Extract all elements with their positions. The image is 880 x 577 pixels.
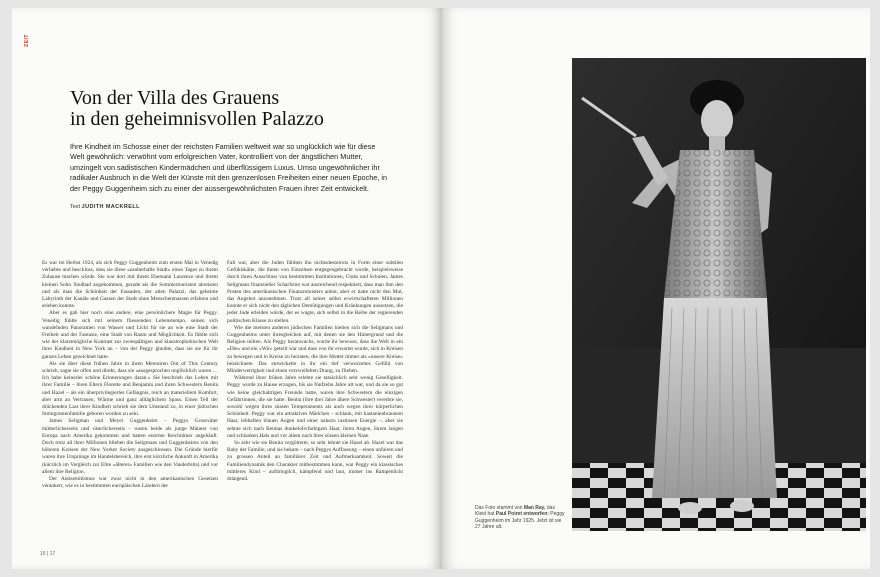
body-column-2: [227, 260, 403, 483]
byline: [70, 204, 140, 210]
caption-mid: das Kleid hat: [475, 505, 555, 518]
paragraph: Der Antisemitismus war zwar nicht in den amerikanischen Gesetzen verankert, wie es in bestimmten europäischen Ländern der: [42, 476, 218, 490]
byline-author: JUDITH MACKRELL: [81, 204, 140, 210]
right-page: [442, 8, 870, 569]
paragraph: Als sie über diese frühen Jahre in ihren Memoiren Out of This Century schrieb, sagte sie offen und direkt, dass sie «ausgesprochen unglücklich waren … Ich habe keinerlei schöne Erinnerungen daran.» Sie beschrieb das Leben mit ihrer Familie – ihren Eltern Florette und Benjamin und ihren Schwestern Benita und Hazel – als ein überprivilegiertes Gefängnis, reich an materiellem Komfort, aber arm an Vertrauen, Wärme und ganz alltäglichem Spass. Einen Teil der drückenden Last ihrer Kindheit schrieb sie dem Umstand zu, in einer jüdischen Immigrantenfamilie geboren worden zu sein.: [42, 360, 218, 418]
paragraph: So sehr wie sie Benita vergötterte, so sehr lehnte sie Hazel ab. Hazel war das Baby der Familie, und sie bekam – nach Peggys Auffassung – einen unfairen und zu grossen Anteil an familiärer Zeit und Aufmerksamkeit. Soweit die Familiendynamik den Charakter mitbestimmen kann, war Peggy ein klassisches mittleres Kind – aufdringlich, kämpfend und laut, immer ins Rampenlicht drängend.: [227, 440, 403, 483]
left-page: [12, 8, 442, 569]
caption-post: Peggy Guggenheim im Jahr 1925. Jetzt ist sie 27 Jahre alt.: [475, 511, 565, 531]
body-column-1: [42, 260, 218, 491]
section-tag: ZEIT: [24, 34, 30, 47]
paragraph: Fall war, aber die Juden fühlten ihn nichtsdestotrotz in Form einer subtilen Gefühlskälte, die ihnen von Einzelnen entgegengebracht wurde, beispielsweise durch ihren Ausschluss von bestimmten Institutionen, Clubs und Schulen. James Seligmans finanzieller Scharfsinn war ausreichend respektiert, dass man ihm den Posten des amerikanischen Finanzministers anbot, aber er hatte nicht den Mut, das Angebot anzunehmen. Trotz all seiner selbst erwirtschafteten Millionen konnte er sich nicht den täglichen Demütigungen und Kränkungen aussetzen, die jeder Jude erleiden würde, der es wagte, sich selbst in die Reihe der regierenden politischen Klasse zu stellen.: [227, 260, 403, 324]
paragraph: Während ihrer frühen Jahre erlebte sie tatsächlich sehr wenig Geselligkeit. Peggy wurde zu Hause erzogen, bis sie fünfzehn Jahre alt war, und da sie so gut wie keine gleichaltrigen Freunde hatte, waren ihre Schwestern die einzigen Gefährtinnen, die sie hatte. Benita (ihre drei Jahre ältere Schwester) vererbte sie, sowohl wegen ihres süssen Temperaments als auch wegen ihrer körperlichen Schönheit. Peggy war ein attraktives Mädchen – schlank, mit kastanienbraunem Haar, lebhaften blauen Augen und einer nahezu rastlosen Energie –, aber sie sehnte sich nach Benitas dunkelolivfarbigem Haar, ihren Augen, ihrem langen und schlanken Hals und vor allem nach ihrer süssen kleinen Nase.: [227, 375, 403, 439]
title-line: in den geheimnisvollen Palazzo: [70, 108, 324, 130]
photo-caption: [475, 505, 565, 531]
portrait-photo: [572, 58, 866, 531]
article-lead: Ihre Kindheit im Schosse einer der reichsten Familien weltweit war so unglücklich wie für diese Welt gewöhnlich: verwöhnt vom erfolgreichen Vater, kontrolliert von der ängstlichen Mutter, umzingelt von sadistischen Kindermädchen und überflüssigem Luxus. Umso ungewöhnlicher ihr radikaler Ausbruch in die Welt der Künste mit den grenzenlosen Freiheiten einer neuen Epoche, in der Peggy Guggenheim sich zu einer der aussergewöhnlichsten Frauen ihrer Zeit entwickelt.: [70, 142, 388, 193]
page-numbers: 16 | 17: [40, 551, 56, 557]
caption-designer: Paul Poiret entworfen:: [495, 511, 549, 518]
paragraph: Wie die meisten anderen jüdischen Familien hielten sich die Seligmans und Guggenheims unter ihresgleichen auf, mit denen sie den Hintergrund und die Religion teilten. Als Peggy heranwuchs, wurde ihr bewusst, dass die Welt in ein «Die» und ein «Wir» geteilt war und dass von ihr erwartet wurde, sich in Kreisen zu bewegen und in Kreise zu heiraten, die ihre Mutter immer als «unsere Kreise» bezeichnete. Das entwickelte in ihr ein tief verwurzeltes Gefühl von Minderwertigkeit und einen verzweifelten Drang, zu fliehen.: [227, 324, 403, 375]
paragraph: James Seligman und Meyer Guggenheim – Peggys Grossväter mütterlicherseits und väterlicherseits – waren beide als junge Männer von Europa nach Amerika gekommen und hatten enorme Reichtümer angehäuft. Doch trotz all ihrer Millionen blieben die Seligmans und Guggenheims von den höheren Kreisen der New Yorker Society ausgeschlossen. Die Gründe hierfür waren ihre Ursprünge im Handelsbereich, ihre erst kürzliche Ankunft in Amerika (kürzlich im Vergleich zur Elite «älterer» Familien wie den Vanderbilts) und vor allem ihre Religion.: [42, 418, 218, 475]
byline-prefix: Text: [70, 204, 81, 210]
title-line: Von der Villa des Grauens: [70, 87, 280, 109]
paragraph: Es war im Herbst 1924, als sich Peggy Guggenheim zum ersten Mal in Venedig verliebte und beschloss, dass sie diese «zauberhafte Stadt» eines Tages zu ihrem Zuhause machen würde. Sie war dort mit ihrem Ehemann Laurence und ihrem kleinen Sohn Sindbad angekommen, gerade als die Sommertouristen abreisten und als man die Schönheit der Fassaden, der alten Palazzi, das geheime Labyrinth der Kanäle und Gassen der Stadt ohne Menschenmassen erfahren und erleben konnte.: [42, 260, 218, 310]
article-title: [70, 88, 430, 130]
paragraph: Aber es gab hier noch eine andere, eine persönlichere Magie für Peggy. Venedig fühlte sich mit seinem fliessenden Lebenstempo, seinen sich wandelnden Panoramen von Wasser und Licht für sie an wie eine Stadt der Freiheit und der Fantasie, eine Stadt von Raum und Möglichkeit. Es fühlte sich wie der klarstmögliche Kontrast zur zwiespältigen und klaustrophobischen Welt ihrer Kindheit in New York an – von der Peggy glaubte, dass sie sie für ihr ganzes Leben gezeichnet hatte.: [42, 310, 218, 360]
caption-pre: Das Foto stammt von: [475, 505, 524, 511]
portrait-illustration: [572, 58, 866, 531]
caption-photographer: Man Ray,: [523, 505, 546, 511]
